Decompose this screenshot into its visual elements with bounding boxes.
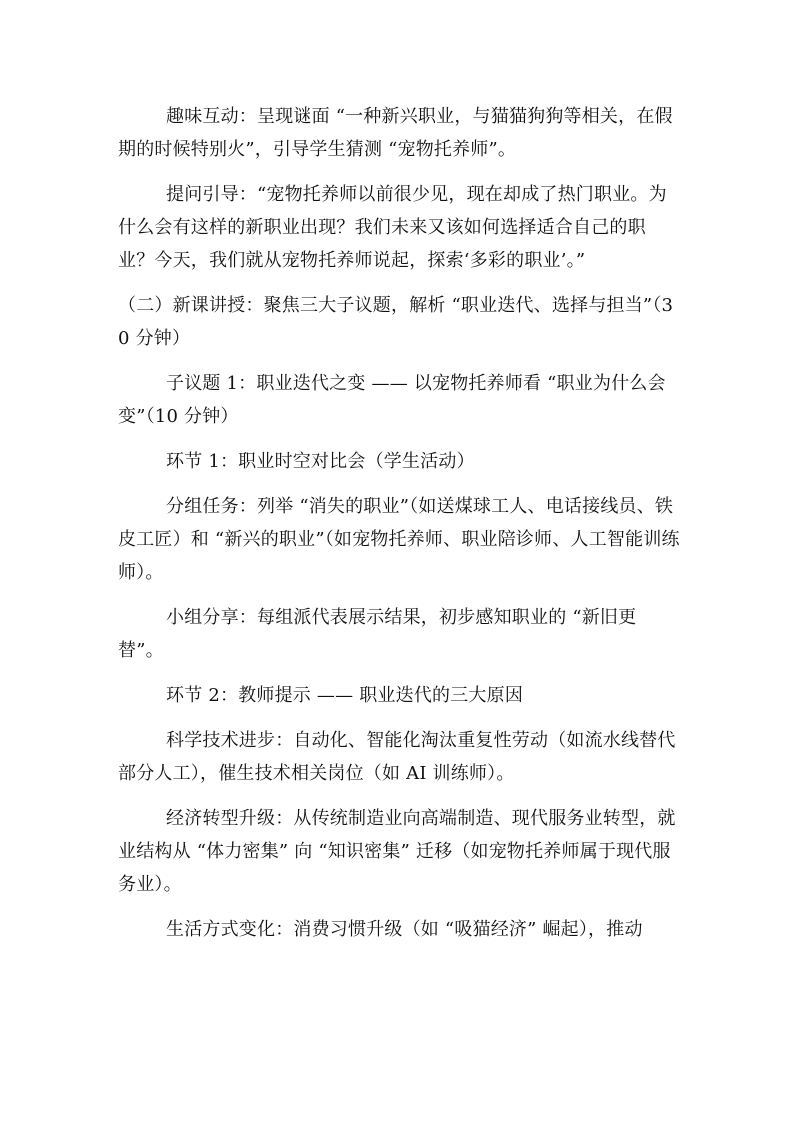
step-heading-1: 环节 1：职业时空对比会（学生活动） xyxy=(166,451,475,472)
paragraph-lifestyle-change: 生活方式变化：消费习惯升级（如 “吸猫经济” 崛起），推动 xyxy=(166,919,643,940)
subtopic-heading-1: 子议题 1：职业迭代之变 —— 以宠物托养师看 “职业为什么会变”（10 分钟） xyxy=(118,373,666,427)
document-body xyxy=(118,100,680,946)
section-heading-new-lesson: （二）新课讲授：聚焦三大子议题，解析 “职业迭代、选择与担当”（30 分钟） xyxy=(118,295,674,349)
paragraph-group-share: 小组分享：每组派代表展示结果，初步感知职业的 “新旧更替”。 xyxy=(118,607,637,661)
step-heading-2: 环节 2：教师提示 —— 职业迭代的三大原因 xyxy=(166,685,524,706)
paragraph-tech-progress: 科学技术进步：自动化、智能化淘汰重复性劳动（如流水线替代部分人工），催生技术相关岗位（如 AI 训练师）。 xyxy=(118,730,676,784)
paragraph-question-guide: 提问引导：“宠物托养师以前很少见，现在却成了热门职业。为什么会有这样的新职业出现？我们未来又该如何选择适合自己的职业？今天，我们就从宠物托养师说起，探索‘多彩的职业’。” xyxy=(118,184,667,271)
paragraph-economic-transformation: 经济转型升级：从传统制造业向高端制造、现代服务业转型，就业结构从 “体力密集” 向 “知识密集” 迁移（如宠物托养师属于现代服务业）。 xyxy=(118,808,676,895)
paragraph-interactive-riddle: 趣味互动：呈现谜面 “一种新兴职业，与猫猫狗狗等相关，在假期的时候特别火”，引导学生猜测 “宠物托养师”。 xyxy=(118,106,673,160)
paragraph-group-task: 分组任务：列举 “消失的职业”（如送煤球工人、电话接线员、铁皮工匠）和 “新兴的职业”（如宠物托养师、职业陪诊师、人工智能训练师）。 xyxy=(118,496,680,583)
